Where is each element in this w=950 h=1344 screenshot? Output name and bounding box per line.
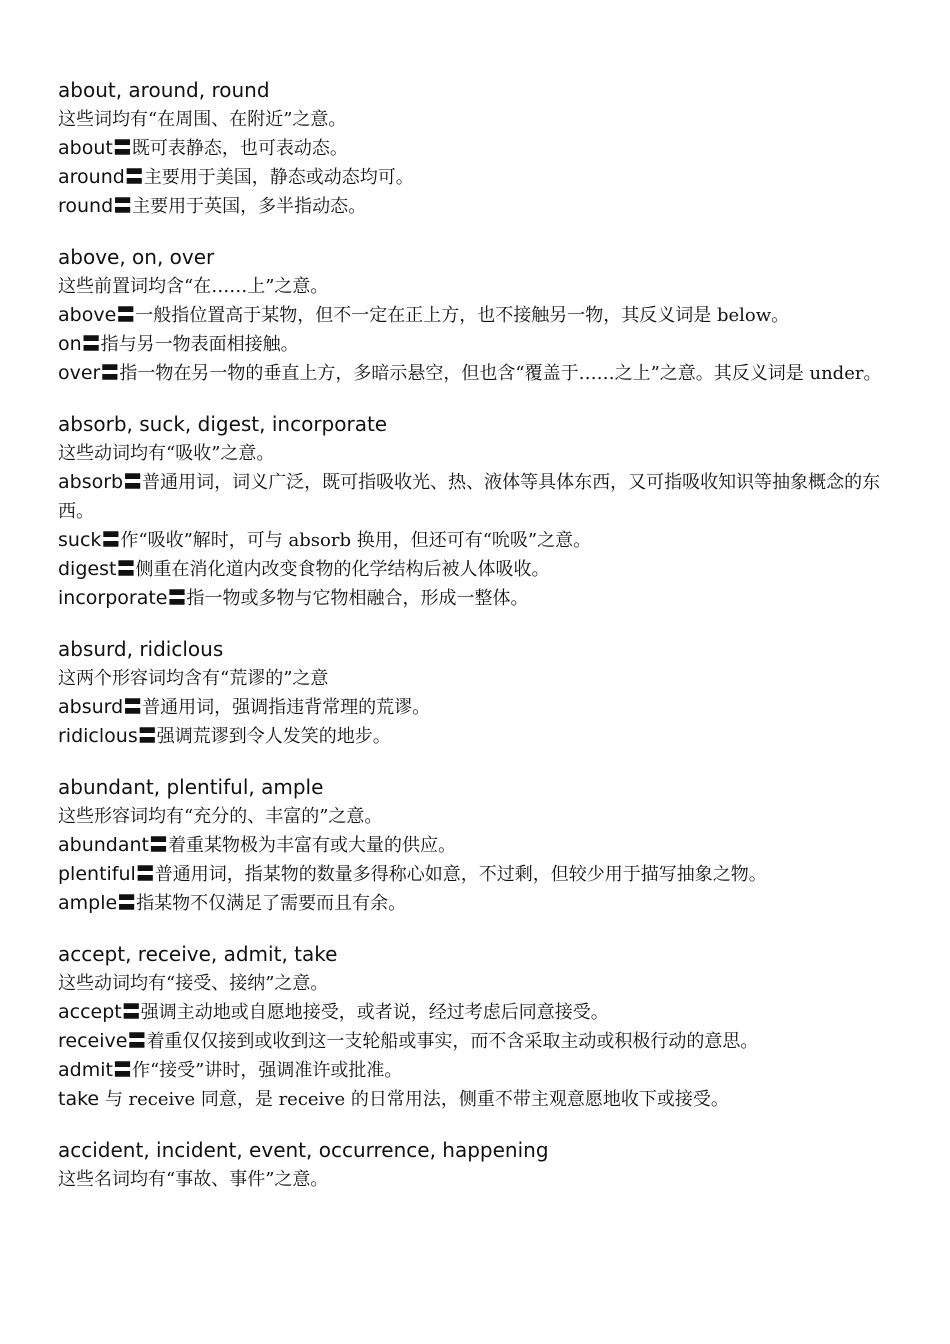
word-group-heading: absorb, suck, digest, incorporate xyxy=(58,412,388,436)
definition-text: 主要用于美国，静态或动态均可。 xyxy=(143,167,414,188)
word-group xyxy=(58,635,898,751)
term-label: plentiful〓 xyxy=(58,863,155,885)
document-body xyxy=(58,76,898,1216)
word-group xyxy=(58,410,898,613)
definition-line xyxy=(58,831,898,860)
group-summary-line xyxy=(58,802,898,831)
definition-text: 一般指位置高于某物，但不一定在正上方，也不接触另一物，其反义词是 below。 xyxy=(135,305,790,326)
term-label: abundant〓 xyxy=(58,834,168,856)
definition-text: 着重某物极为丰富有或大量的供应。 xyxy=(167,835,456,856)
definition-text: 作“吸收”解时，可与 absorb 换用，但还可有“吮吸”之意。 xyxy=(120,530,592,551)
term-label: suck〓 xyxy=(58,529,121,551)
definition-text: 这些动词均有“吸收”之意。 xyxy=(58,443,275,464)
definition-line xyxy=(58,1085,898,1114)
definition-line xyxy=(58,1027,898,1056)
definition-line xyxy=(58,1056,898,1085)
term-label: incorporate〓 xyxy=(58,587,187,609)
definition-line xyxy=(58,860,898,889)
term-label: take xyxy=(58,1088,100,1110)
word-group xyxy=(58,1136,898,1194)
definition-line xyxy=(58,359,898,388)
group-summary-line xyxy=(58,969,898,998)
term-label: accept〓 xyxy=(58,1001,141,1023)
group-summary-line xyxy=(58,1165,898,1194)
definition-text: 这些前置词均含“在……上”之意。 xyxy=(58,276,329,297)
definition-text: 普通用词，词义广泛，既可指吸收光、热、液体等具体东西，又可指吸收知识等抽象概念的东西。 xyxy=(58,472,881,522)
definition-line xyxy=(58,468,898,526)
term-label: about〓 xyxy=(58,137,132,159)
definition-text: 与 receive 同意，是 receive 的日常用法，侧重不带主观意愿地收下或接受。 xyxy=(99,1089,729,1110)
definition-line xyxy=(58,555,898,584)
definition-line xyxy=(58,330,898,359)
definition-text: 普通用词，指某物的数量多得称心如意，不过剩，但较少用于描写抽象之物。 xyxy=(154,864,767,885)
term-label: absurd〓 xyxy=(58,696,143,718)
definition-text: 作“接受”讲时，强调准许或批准。 xyxy=(131,1060,403,1081)
definition-text: 指某物不仅满足了需要而且有余。 xyxy=(136,893,407,914)
term-label: ridiclous〓 xyxy=(58,725,157,747)
term-label: above〓 xyxy=(58,304,136,326)
term-label: round〓 xyxy=(58,195,133,217)
term-label: admit〓 xyxy=(58,1059,132,1081)
definition-text: 强调主动地或自愿地接受，或者说，经过考虑后同意接受。 xyxy=(140,1002,609,1023)
definition-text: 强调荒谬到令人发笑的地步。 xyxy=(156,726,391,747)
definition-line xyxy=(58,526,898,555)
word-group-heading: about, around, round xyxy=(58,78,270,102)
definition-text: 这些词均有“在周围、在附近”之意。 xyxy=(58,109,347,130)
definition-line xyxy=(58,693,898,722)
word-group-heading: abundant, plentiful, ample xyxy=(58,775,324,799)
definition-text: 这两个形容词均含有“荒谬的”之意 xyxy=(58,668,329,689)
definition-line xyxy=(58,301,898,330)
word-group-heading: absurd, ridiclous xyxy=(58,637,224,661)
group-summary-line xyxy=(58,105,898,134)
definition-text: 主要用于英国，多半指动态。 xyxy=(132,196,367,217)
definition-line xyxy=(58,192,898,221)
word-group xyxy=(58,243,898,388)
definition-line xyxy=(58,134,898,163)
word-group-heading: above, on, over xyxy=(58,245,215,269)
definition-line xyxy=(58,163,898,192)
word-group xyxy=(58,76,898,221)
definition-text: 既可表静态，也可表动态。 xyxy=(131,138,348,159)
definition-text: 普通用词，强调指违背常理的荒谬。 xyxy=(142,697,431,718)
term-label: digest〓 xyxy=(58,558,136,580)
word-group-heading: accident, incident, event, occurrence, happening xyxy=(58,1138,549,1162)
definition-text: 着重仅仅接到或收到这一支轮船或事实，而不含采取主动或积极行动的意思。 xyxy=(146,1031,759,1052)
definition-text: 侧重在消化道内改变食物的化学结构后被人体吸收。 xyxy=(135,559,550,580)
term-label: receive〓 xyxy=(58,1030,147,1052)
term-label: over〓 xyxy=(58,362,120,384)
group-summary-line xyxy=(58,664,898,693)
definition-text: 这些形容词均有“充分的、丰富的”之意。 xyxy=(58,806,383,827)
term-label: around〓 xyxy=(58,166,144,188)
definition-text: 这些动词均有“接受、接纳”之意。 xyxy=(58,973,329,994)
term-label: absorb〓 xyxy=(58,471,143,493)
definition-line xyxy=(58,584,898,613)
term-label: ample〓 xyxy=(58,892,137,914)
term-label: on〓 xyxy=(58,333,101,355)
word-group xyxy=(58,940,898,1114)
definition-text: 这些名词均有“事故、事件”之意。 xyxy=(58,1169,329,1190)
group-summary-line xyxy=(58,439,898,468)
definition-line xyxy=(58,722,898,751)
group-summary-line xyxy=(58,272,898,301)
word-group-heading: accept, receive, admit, take xyxy=(58,942,338,966)
definition-text: 指与另一物表面相接触。 xyxy=(100,334,299,355)
definition-text: 指一物或多物与它物相融合，形成一整体。 xyxy=(186,588,529,609)
definition-line xyxy=(58,889,898,918)
definition-line xyxy=(58,998,898,1027)
definition-text: 指一物在另一物的垂直上方，多暗示悬空，但也含“覆盖于……之上”之意。其反义词是 under。 xyxy=(119,363,882,384)
word-group xyxy=(58,773,898,918)
